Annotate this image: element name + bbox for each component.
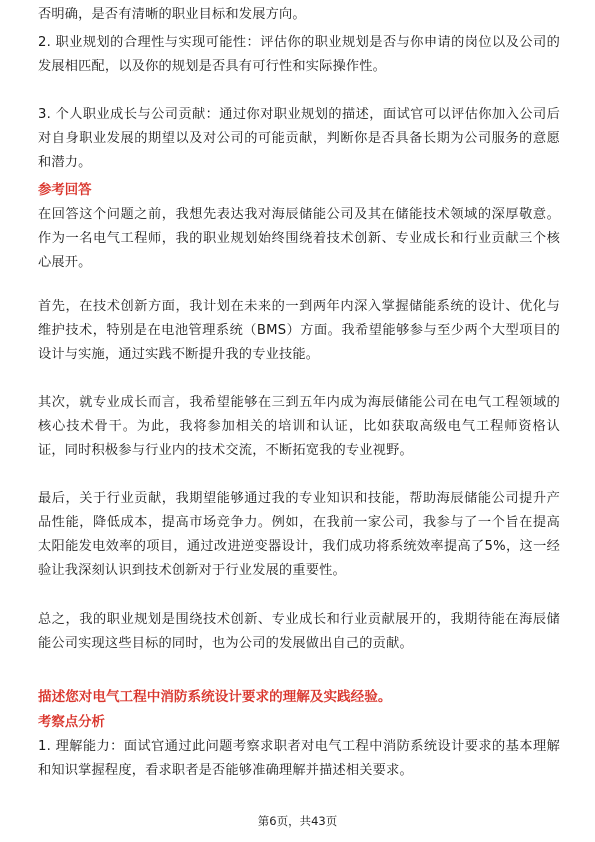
intro-tail-paragraph: 否明确，是否有清晰的职业目标和发展方向。: [38, 7, 306, 22]
page-number-footer: 第6页，共43页: [257, 814, 338, 828]
answer-paragraph-1: 在回答这个问题之前，我想先表达我对海辰储能公司及其在储能技术领域的深厚敬意。作为一名电气工程师，我的职业规划始终围绕着技术创新、专业成长和行业贡献三个核心展开。: [38, 207, 560, 270]
answer-paragraph-4: 最后，关于行业贡献，我期望能够通过我的专业知识和技能，帮助海辰储能公司提升产品性能，降低成本，提高市场竞争力。例如，在我前一家公司，我参与了一个旨在提高太阳能发电效率的项目，通过改进逆变器设计，我们成功将系统效率提高了5%，这一经验让我深刻认识到技术创新对于行业发展的重要性。: [38, 491, 560, 578]
answer-paragraph-5: 总之，我的职业规划是围绕技术创新、专业成长和行业贡献展开的，我期待能在海辰储能公司实现这些目标的同时，也为公司的发展做出自己的贡献。: [38, 612, 560, 651]
answer-paragraph-2: 首先，在技术创新方面，我计划在未来的一到两年内深入掌握储能系统的设计、优化与维护技术，特别是在电池管理系统（BMS）方面。我希望能够参与至少两个大型项目的设计与实施，通过实践不断提升我的专业技能。: [38, 299, 560, 362]
point-2-paragraph: 2. 职业规划的合理性与实现可能性：评估你的职业规划是否与你申请的岗位以及公司的发展相匹配，以及你的规划是否具有可行性和实际操作性。: [38, 35, 560, 74]
answer-paragraph-3: 其次，就专业成长而言，我希望能够在三到五年内成为海辰储能公司在电气工程领域的核心技术骨干。为此，我将参加相关的培训和认证，比如获取高级电气工程师资格认证，同时积极参与行业内的技术交流，不断拓宽我的专业视野。: [38, 395, 560, 458]
analysis-point-1: 1. 理解能力：面试官通过此问题考察求职者对电气工程中消防系统设计要求的基本理解和知识掌握程度，看求职者是否能够准确理解并描述相关要求。: [38, 739, 560, 778]
next-question-title: 描述您对电气工程中消防系统设计要求的理解及实践经验。: [38, 689, 392, 705]
analysis-heading: 考察点分析: [38, 715, 105, 730]
reference-answer-heading: 参考回答: [38, 183, 92, 198]
point-3-paragraph: 3. 个人职业成长与公司贡献：通过你对职业规划的描述，面试官可以评估你加入公司后对自身职业发展的期望以及对公司的可能贡献，判断你是否具备长期为公司服务的意愿和潜力。: [38, 107, 560, 170]
